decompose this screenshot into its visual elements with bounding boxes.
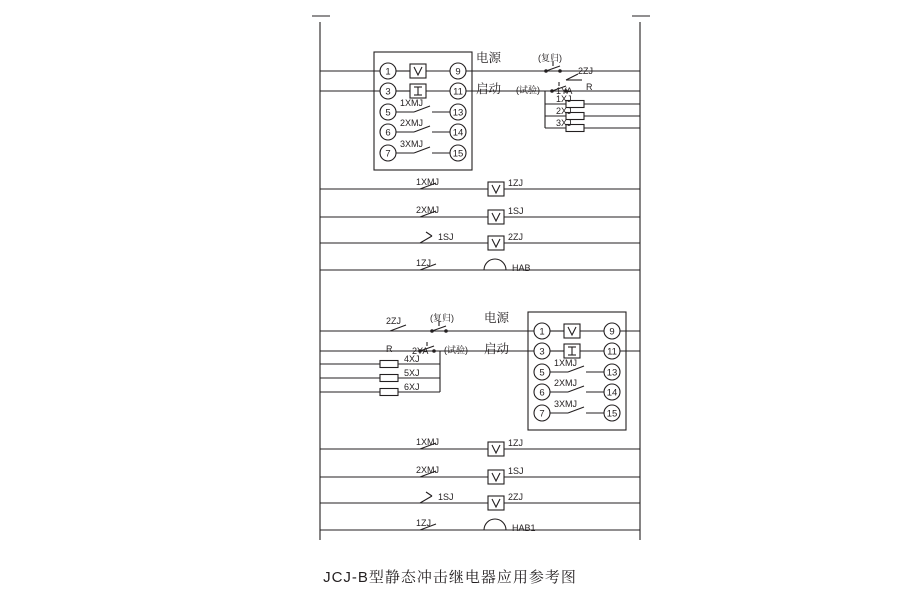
svg-text:2XMJ: 2XMJ (554, 378, 578, 388)
svg-text:HAB1: HAB1 (512, 523, 536, 533)
svg-text:2ZJ: 2ZJ (508, 492, 524, 502)
svg-text:启动: 启动 (484, 342, 510, 356)
svg-text:5XJ: 5XJ (404, 368, 420, 378)
svg-text:13: 13 (606, 367, 618, 379)
svg-text:7: 7 (539, 408, 545, 420)
svg-text:1ZJ: 1ZJ (508, 438, 524, 448)
svg-text:1SJ: 1SJ (438, 232, 454, 242)
svg-text:2ZJ: 2ZJ (508, 232, 524, 242)
svg-text:6XJ: 6XJ (404, 382, 420, 392)
svg-text:2ZJ: 2ZJ (578, 66, 594, 76)
svg-text:2XMJ: 2XMJ (400, 118, 424, 128)
svg-text:1ZJ: 1ZJ (416, 518, 432, 528)
svg-text:(复归): (复归) (538, 53, 562, 63)
svg-text:(复归): (复归) (430, 313, 454, 323)
svg-text:15: 15 (606, 408, 618, 420)
svg-text:(试验): (试验) (516, 85, 540, 95)
svg-text:1SJ: 1SJ (508, 466, 524, 476)
svg-text:14: 14 (606, 387, 618, 399)
svg-text:启动: 启动 (476, 82, 502, 96)
svg-text:(试验): (试验) (444, 345, 468, 355)
svg-text:1XMJ: 1XMJ (416, 177, 440, 187)
svg-text:7: 7 (385, 148, 391, 160)
svg-text:电源: 电源 (484, 311, 510, 325)
svg-text:2ZJ: 2ZJ (386, 316, 402, 326)
svg-text:2YA: 2YA (412, 346, 429, 356)
svg-text:2XMJ: 2XMJ (416, 465, 440, 475)
svg-text:1SJ: 1SJ (438, 492, 454, 502)
svg-text:3XMJ: 3XMJ (400, 139, 424, 149)
svg-text:电源: 电源 (476, 51, 502, 65)
svg-text:3XMJ: 3XMJ (554, 399, 578, 409)
svg-text:1: 1 (385, 66, 391, 78)
svg-text:5: 5 (539, 367, 545, 379)
svg-text:1XMJ: 1XMJ (400, 98, 424, 108)
svg-text:3XJ: 3XJ (556, 118, 572, 128)
svg-text:14: 14 (452, 127, 464, 139)
svg-text:1ZJ: 1ZJ (416, 258, 432, 268)
svg-text:1: 1 (539, 326, 545, 338)
svg-text:9: 9 (609, 326, 615, 338)
svg-text:3: 3 (385, 86, 391, 98)
figure-caption: JCJ-B型静态冲击继电器应用参考图 (323, 569, 577, 586)
svg-text:5: 5 (385, 107, 391, 119)
svg-text:11: 11 (607, 346, 617, 358)
svg-text:13: 13 (452, 107, 464, 119)
svg-text:R: R (586, 82, 593, 92)
svg-text:6: 6 (385, 127, 391, 139)
svg-text:3: 3 (539, 346, 545, 358)
svg-text:2XMJ: 2XMJ (416, 205, 440, 215)
svg-text:1XMJ: 1XMJ (416, 437, 440, 447)
svg-text:2XJ: 2XJ (556, 106, 572, 116)
svg-text:1SJ: 1SJ (508, 206, 524, 216)
svg-text:9: 9 (455, 66, 461, 78)
svg-text:1XMJ: 1XMJ (554, 358, 578, 368)
svg-text:R: R (386, 344, 393, 354)
svg-text:4XJ: 4XJ (404, 354, 420, 364)
svg-text:1YA: 1YA (556, 86, 573, 96)
svg-text:1XJ: 1XJ (556, 94, 572, 104)
svg-text:15: 15 (452, 148, 464, 160)
svg-text:1ZJ: 1ZJ (508, 178, 524, 188)
svg-text:HAB: HAB (512, 263, 531, 273)
svg-text:6: 6 (539, 387, 545, 399)
svg-text:11: 11 (453, 86, 463, 98)
